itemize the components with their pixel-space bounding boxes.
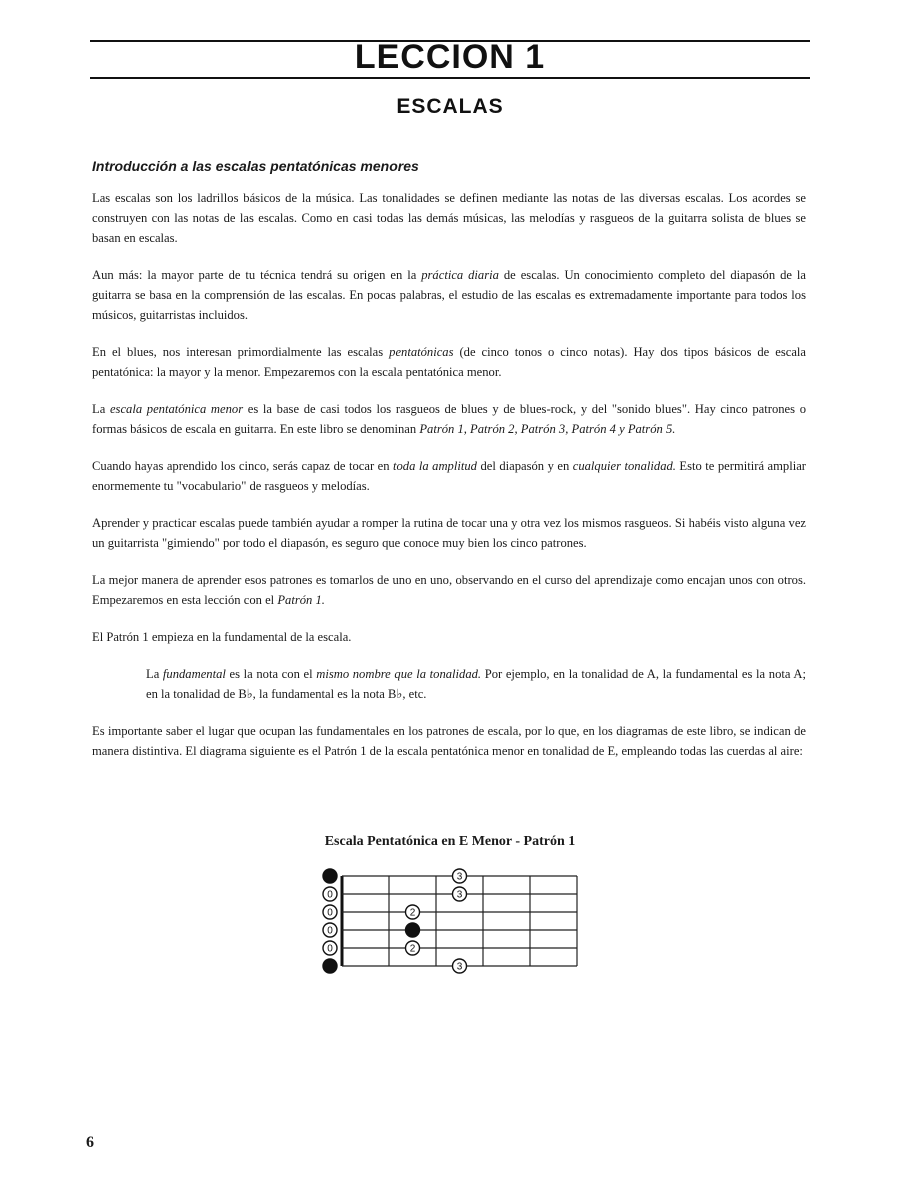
fretted-note-label: 3 xyxy=(456,889,463,901)
paragraph-7 xyxy=(92,570,806,610)
text-run: Es importante saber el lugar que ocupan las fundamentales en los patrones de escala, por lo que, en los diagramas de este libro, se indican de manera distintiva. El diagrama siguiente es el Patrón 1 de la escala pentatónica menor en tonalidad de E, empleando todas las cuerdas al aire: xyxy=(92,724,806,758)
page-number: 6 xyxy=(86,1134,94,1151)
open-string-note-label: 0 xyxy=(327,925,333,937)
fretted-note-label: 3 xyxy=(456,961,463,973)
text-run: es la base de casi todos los rasgueos de blues y de blues-rock, y del "sonido blues". Hay cinco patrones o formas básicos de escala en guitarra. En este libro se denominan xyxy=(92,402,806,436)
fretboard-diagram xyxy=(320,862,590,992)
fretted-note-label: 3 xyxy=(456,871,463,883)
text-run: Cuando hayas aprendido los cinco, serás capaz de tocar en xyxy=(92,459,393,473)
paragraph-4 xyxy=(92,399,806,439)
fretted-note-label: 2 xyxy=(409,943,416,955)
main-content xyxy=(92,158,806,761)
text-run: Esto te permitirá ampliar enormemente tu "vocabulario" de rasgueos y melodías. xyxy=(92,459,806,493)
paragraph-8 xyxy=(92,627,806,647)
text-run: Las escalas son los ladrillos básicos de la música. Las tonalidades se definen mediante las notas de las diversas escalas. Los acordes se construyen con las notas de las escalas. Como en casi todas las demás músicas, las melodías y rasgueos de la guitarra solista de blues se basan en escalas. xyxy=(92,191,806,245)
text-run: de escalas. Un conocimiento completo del diapasón de la guitarra se basa en la comprensión de las escalas. En pocas palabras, el estudio de las escalas es extremadamente importante para todos los músicos, guitarristas incluidos. xyxy=(92,268,806,322)
header-rule-bottom xyxy=(90,77,810,79)
paragraph-2 xyxy=(92,265,806,325)
text-run: (de cinco tonos o cinco notas). Hay dos tipos básicos de escala pentatónica: la mayor y la menor. Empezaremos con la escala pentatónica menor. xyxy=(92,345,807,379)
italic-text: Patrón 1. xyxy=(277,593,325,607)
root-note-marker xyxy=(323,869,337,883)
text-run: La xyxy=(146,667,163,681)
italic-text: Patrón 1, Patrón 2, Patrón 3, Patrón 4 y Patrón 5. xyxy=(419,422,676,436)
italic-text: pentatónicas xyxy=(389,345,454,359)
open-string-note-label: 0 xyxy=(327,889,333,901)
root-note-marker xyxy=(323,959,337,973)
italic-text: práctica diaria xyxy=(421,268,499,282)
paragraph-5 xyxy=(92,456,806,496)
root-note-marker xyxy=(406,923,420,937)
italic-text: cualquier tonalidad. xyxy=(572,459,676,473)
paragraph-10 xyxy=(92,721,806,761)
text-run: Aprender y practicar escalas puede también ayudar a romper la rutina de tocar una y otra vez los mismos rasgueos. Si habéis visto alguna vez un guitarrista "gimiendo" por todo el diapasón, es seguro que conoce muy bien los cinco patrones. xyxy=(92,516,806,550)
body-text xyxy=(92,188,806,761)
text-run: En el blues, nos interesan primordialmente las escalas xyxy=(92,345,390,359)
text-run: del diapasón y en xyxy=(476,459,573,473)
lesson-title: LECCION 1 xyxy=(354,38,546,76)
paragraph-6 xyxy=(92,513,806,553)
lesson-subtitle: ESCALAS xyxy=(396,95,504,118)
text-run: es la nota con el xyxy=(225,667,317,681)
text-run: La mejor manera de aprender esos patrones es tomarlos de uno en uno, observando en el curso del aprendizaje como encajan unos con otros. Empezaremos en esta lección con el xyxy=(92,573,806,607)
text-run: Por ejemplo, en la tonalidad de A, la fundamental es la nota A; en la tonalidad de B♭, la fundamental es la nota B♭, etc. xyxy=(146,667,806,701)
text-run: La xyxy=(92,402,110,416)
paragraph-3 xyxy=(92,342,806,382)
text-run: El Patrón 1 empieza en la fundamental de la escala. xyxy=(92,630,352,644)
italic-text: toda la amplitud xyxy=(393,459,477,473)
diagram-title: Escala Pentatónica en E Menor - Patrón 1 xyxy=(324,834,576,849)
open-string-note-label: 0 xyxy=(327,907,333,919)
italic-text: mismo nombre que la tonalidad. xyxy=(316,667,482,681)
italic-text: escala pentatónica menor xyxy=(109,402,244,416)
section-heading: Introducción a las escalas pentatónicas menores xyxy=(92,158,419,174)
paragraph-1 xyxy=(92,188,806,248)
paragraph-9 xyxy=(146,664,806,704)
text-run: Aun más: la mayor parte de tu técnica tendrá su origen en la xyxy=(92,268,422,282)
fretted-note-label: 2 xyxy=(409,907,416,919)
italic-text: fundamental xyxy=(162,667,226,681)
open-string-note-label: 0 xyxy=(327,943,333,955)
